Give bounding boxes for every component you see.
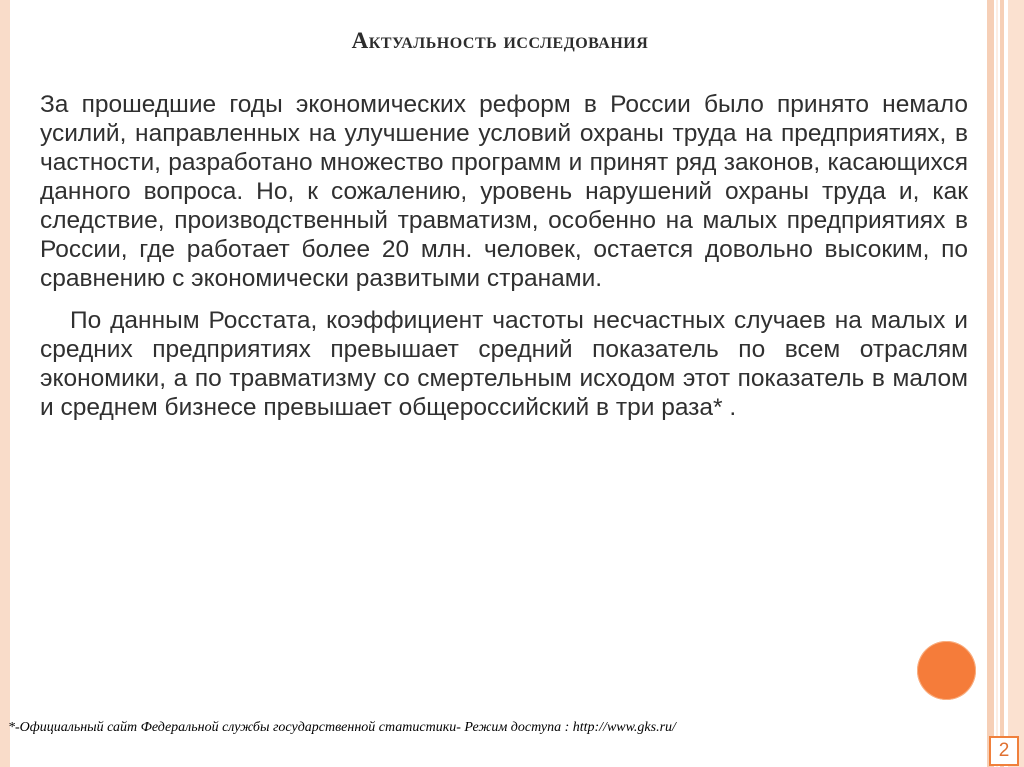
paragraph-rosstat: По данным Росстата, коэффициент частоты несчастных случаев на малых и средних предприятиях превышает средний показатель по всем отраслям экономики, а по травматизму со смертельным исходом этот показатель в малом и среднем бизнесе превышает общероссийский в три раза* .: [40, 307, 968, 421]
page-number: 2: [989, 736, 1019, 766]
right-decorative-stripe: [987, 0, 994, 767]
decorative-circle: [917, 641, 976, 700]
paragraph-relevance: За прошедшие годы экономических реформ в России было принято немало усилий, направленных на улучшение условий охраны труда на предприятиях, в частности, разработано множество программ и принят ряд законов, касающихся данного вопроса. Но, к сожалению, уровень нарушений охраны труда и, как следствие, производственный травматизм, особенно на малых предприятиях в России, где работает более 20 млн. человек, остается довольно высоким, по сравнению с экономически развитыми странами.: [40, 91, 968, 292]
right-decorative-stripe: [1008, 0, 1024, 767]
footnote: *-Официальный сайт Федеральной службы государственной статистики- Режим доступа : http://www.gks.ru/: [8, 720, 676, 735]
right-decorative-stripe: [1000, 0, 1004, 767]
slide-title: Актуальность исследования: [351, 28, 649, 53]
left-decorative-stripe: [0, 0, 10, 767]
slide-body: [40, 90, 968, 422]
right-decorative-stripe: [996, 0, 998, 767]
